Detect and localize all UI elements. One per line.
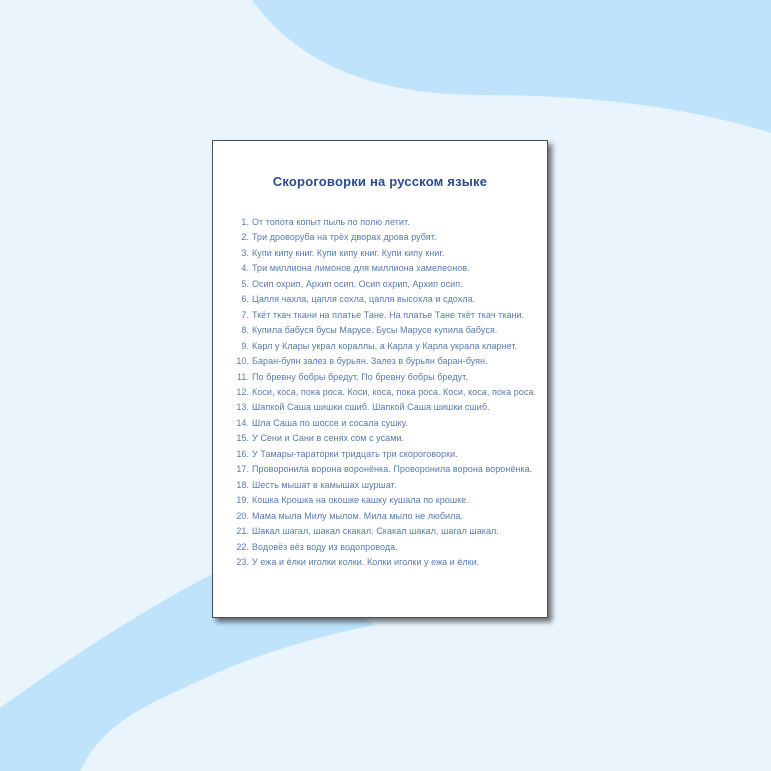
list-item-text: Три дроворуба на трёх дворах дрова рубят. [252, 232, 437, 243]
list-item-text: Шла Саша по шоссе и сосала сушку. [252, 417, 408, 428]
list-item [232, 462, 535, 477]
list-item [232, 385, 535, 400]
list-item [232, 555, 535, 570]
list-item-number: 18. [236, 479, 249, 490]
list-item [232, 400, 535, 415]
list-item-text: Купи кипу книг. Купи кипу книг. Купи кипу книг. [252, 247, 445, 258]
list-item-number: 6. [241, 294, 249, 305]
list-item-text: Проворонила ворона воронёнка. Проворонила ворона воронёнка. [252, 464, 533, 475]
document-page [212, 140, 548, 618]
list-item [232, 493, 535, 508]
list-item [232, 416, 535, 431]
list-item [232, 509, 535, 524]
list-item-text: У ежа и ёлки иголки колки. Колки иголки у ежа и ёлки. [252, 556, 480, 567]
list-item-number: 17. [236, 464, 249, 475]
list-item-number: 5. [241, 278, 249, 289]
list-item [232, 215, 535, 230]
list-item-number: 14. [236, 417, 249, 428]
page-title: Скороговорки на русском языке [272, 174, 488, 189]
list-item [232, 308, 535, 323]
twister-list [213, 215, 547, 570]
list-item-text: Купила бабуся бусы Марусе. Бусы Марусе купила бабуся. [252, 325, 498, 336]
list-item-text: Мама мыла Милу мылом. Мила мыло не любила. [252, 510, 464, 521]
list-item-number: 7. [241, 309, 249, 320]
list-item-number: 8. [241, 325, 249, 336]
list-item [232, 261, 535, 276]
background-swoosh-top-right [252, 0, 771, 133]
list-item [232, 292, 535, 307]
list-item-number: 12. [236, 386, 249, 397]
list-item-number: 10. [236, 356, 249, 367]
list-item [232, 323, 535, 338]
list-item-text: Коси, коса, пока роса. Коси, коса, пока роса. Коси, коса, пока роса. [252, 386, 536, 397]
list-item-text: Шесть мышат в камышах шуршат. [252, 479, 397, 490]
list-item [232, 540, 535, 555]
list-item-text: От топота копыт пыль по полю летит. [252, 217, 410, 227]
list-item-text: Баран-буян залез в бурьян. Залез в бурьян баран-буян. [252, 356, 488, 367]
list-item [232, 431, 535, 446]
list-item-number: 20. [236, 510, 249, 521]
list-item [232, 354, 535, 369]
list-item-text: Три миллиона лимонов для миллиона хамелеонов. [252, 263, 470, 274]
list-item-number: 9. [241, 340, 249, 351]
list-item [232, 246, 535, 261]
list-item-text: Карл у Клары украл кораллы, а Карла у Карла украла кларнет. [252, 340, 518, 351]
list-item-text: У Сени и Сани в сенях сом с усами. [252, 433, 405, 444]
list-item-text: Ткёт ткач ткани на платье Тане. На платье Тане ткёт ткач ткани. [252, 309, 525, 320]
list-item-text: У Тамары-тараторки тридцать три скороговорки. [252, 448, 458, 459]
list-item-number: 22. [236, 541, 249, 552]
list-item-text: Водовёз вёз воду из водопровода. [252, 541, 398, 552]
list-item-number: 3. [241, 247, 249, 258]
list-item [232, 277, 535, 292]
list-item [232, 524, 535, 539]
list-item-number: 11. [237, 371, 249, 382]
list-item-text: Шапкой Саша шишки сшиб. Шапкой Саша шишки сшиб. [252, 402, 490, 413]
list-item-text: Шакал шагал, шакал скакал. Скакал шакал, шагал шакал. [252, 526, 499, 537]
list-item [232, 478, 535, 493]
list-item-text: По бревну бобры бредут. По бревну бобры бредут. [252, 371, 468, 382]
list-item [232, 230, 535, 245]
list-item-number: 2. [241, 232, 249, 243]
list-item-text: Кошка Крошка на окошке кашку кушала по крошке. [252, 495, 469, 506]
list-item-number: 15. [236, 433, 249, 444]
list-item-number: 23. [236, 556, 249, 567]
list-item-number: 1. [241, 217, 249, 227]
list-item [232, 370, 535, 385]
list-item-number: 13. [236, 402, 249, 413]
list-item-number: 21. [236, 526, 249, 537]
list-item [232, 339, 535, 354]
list-item-number: 16. [236, 448, 249, 459]
list-item [232, 447, 535, 462]
list-item-text: Осип охрип, Архип осип. Осип охрип, Архип осип. [252, 278, 463, 289]
list-item-number: 4. [241, 263, 249, 274]
list-item-number: 19. [236, 495, 249, 506]
list-item-text: Цапля чахла, цапля сохла, цапля высохла и сдохла. [252, 294, 476, 305]
